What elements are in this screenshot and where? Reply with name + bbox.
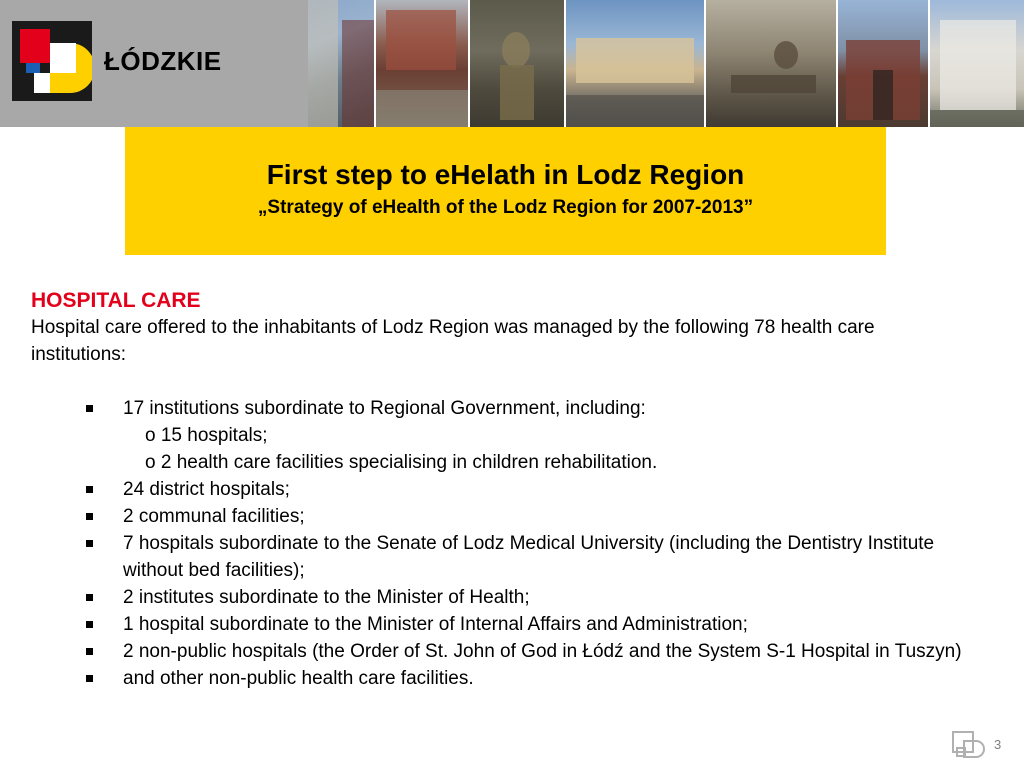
square-bullet-icon bbox=[86, 594, 93, 601]
list-item bbox=[31, 584, 971, 611]
bench-statue-photo bbox=[704, 0, 836, 127]
intro-paragraph: Hospital care offered to the inhabitants of Lodz Region was managed by the following 78 health care institutions: bbox=[31, 317, 875, 365]
square-bullet-icon bbox=[86, 513, 93, 520]
slide-subtitle: „Strategy of eHealth of the Lodz Region for 2007-2013” bbox=[257, 197, 754, 218]
sub-list-item: o 15 hospitals; bbox=[145, 425, 268, 446]
square-bullet-icon bbox=[86, 405, 93, 412]
list-item-text: 7 hospitals subordinate to the Senate of Lodz Medical University (including the Dentistry Institute without bed facilities); bbox=[123, 533, 935, 581]
list-item bbox=[31, 395, 971, 476]
statue-photo bbox=[468, 0, 564, 127]
square-bullet-icon bbox=[86, 621, 93, 628]
sub-list-item: o 2 health care facilities specialising in children rehabilitation. bbox=[145, 452, 658, 473]
lodzkie-logo-icon bbox=[12, 21, 92, 101]
list-item-text: 2 institutes subordinate to the Minister of Health; bbox=[123, 587, 530, 608]
list-item bbox=[31, 638, 971, 665]
list-item bbox=[31, 665, 971, 692]
title-band bbox=[125, 127, 886, 255]
list-item-text: 2 non-public hospitals (the Order of St. John of God in Łódź and the System S-1 Hospital in Tuszyn) bbox=[123, 641, 962, 662]
list-item bbox=[31, 476, 971, 503]
palace-photo bbox=[564, 0, 704, 127]
list-item-text: 2 communal facilities; bbox=[123, 506, 305, 527]
slide-title: First step to eHelath in Lodz Region bbox=[266, 159, 745, 190]
gate-photo bbox=[836, 0, 928, 127]
square-bullet-icon bbox=[86, 540, 93, 547]
section-heading: HOSPITAL CARE bbox=[31, 289, 201, 312]
square-bullet-icon bbox=[86, 486, 93, 493]
photo-strip bbox=[308, 0, 1024, 127]
brand-name: ŁÓDZKIE bbox=[104, 46, 222, 76]
townhouse-photo bbox=[928, 0, 1024, 127]
logo-area bbox=[0, 0, 308, 127]
slide-content bbox=[31, 288, 971, 692]
square-bullet-icon bbox=[86, 648, 93, 655]
institution-list bbox=[31, 395, 971, 692]
list-item-text: 24 district hospitals; bbox=[123, 479, 290, 500]
list-item-text: and other non-public health care facilities. bbox=[123, 668, 474, 689]
list-item-text: 17 institutions subordinate to Regional Government, including: bbox=[123, 398, 646, 419]
sub-list bbox=[123, 422, 971, 476]
page-number: 3 bbox=[994, 737, 1002, 752]
street-photo bbox=[374, 0, 468, 127]
building-photo bbox=[308, 0, 374, 127]
list-item-text: 1 hospital subordinate to the Minister of Internal Affairs and Administration; bbox=[123, 614, 748, 635]
footer-logo-icon bbox=[952, 731, 986, 761]
list-item bbox=[31, 611, 971, 638]
square-bullet-icon bbox=[86, 675, 93, 682]
header-banner bbox=[0, 0, 1024, 127]
list-item bbox=[31, 530, 971, 584]
list-item bbox=[31, 503, 971, 530]
